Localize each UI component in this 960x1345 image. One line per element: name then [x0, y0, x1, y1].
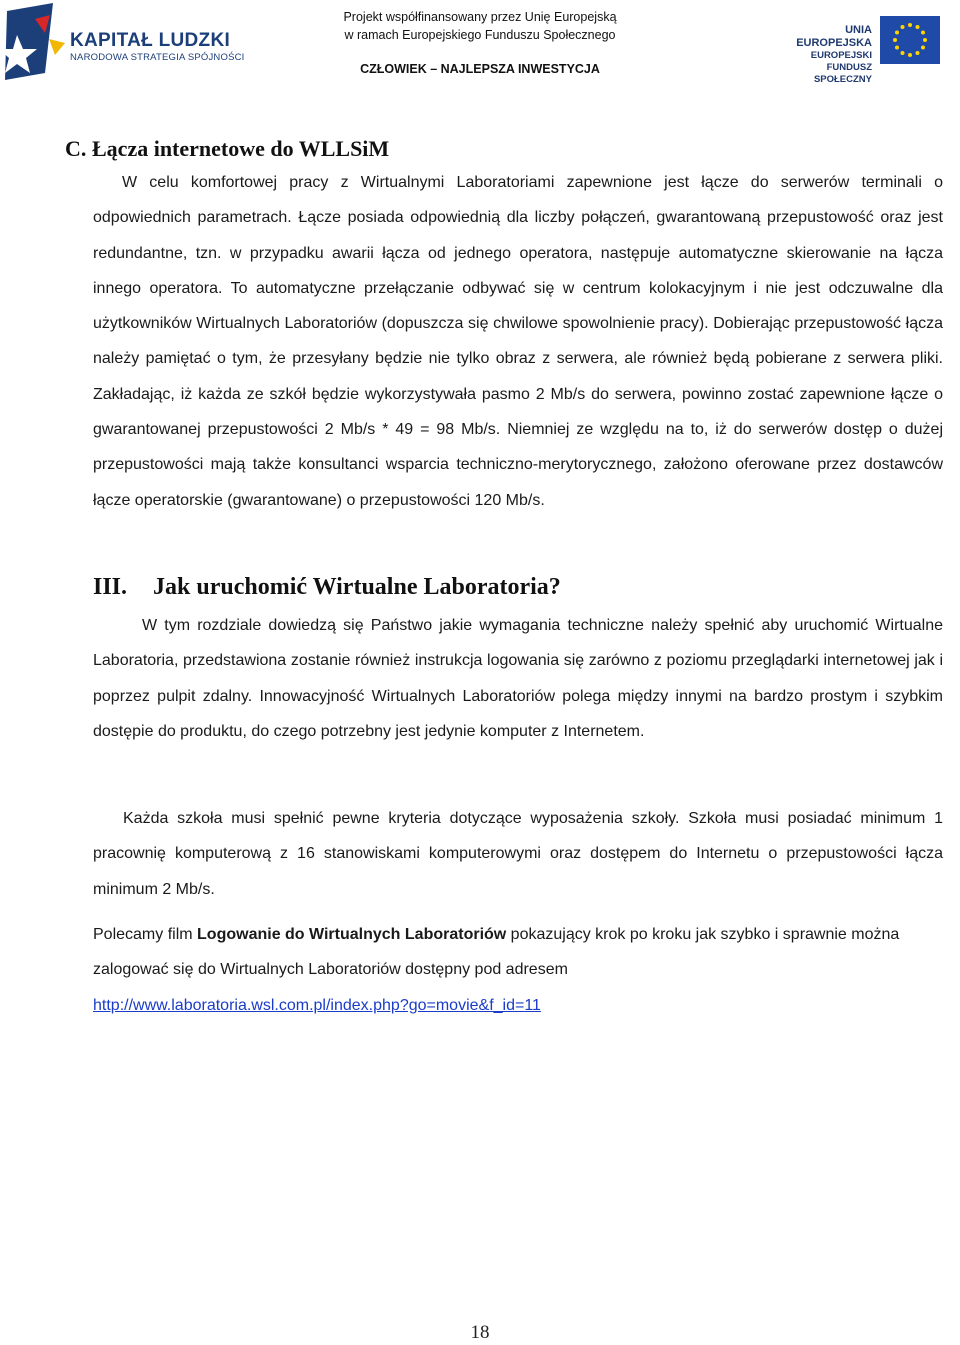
eu-line-1: UNIA EUROPEJSKA [796, 24, 872, 49]
eu-line-2: EUROPEJSKI [810, 50, 872, 61]
eu-star [895, 46, 899, 50]
eu-star [921, 31, 925, 35]
section-3-paragraph-1 [93, 608, 943, 749]
film-title: Logowanie do Wirtualnych Laboratoriów [197, 926, 507, 943]
eu-line-3: FUNDUSZ SPOŁECZNY [813, 62, 872, 85]
section-3-title: Jak uruchomić Wirtualne Laboratoria? [153, 574, 561, 600]
section-3-number: III. [93, 574, 128, 600]
section-3-text-3 [93, 917, 943, 988]
eu-star [916, 51, 920, 55]
eu-star [908, 23, 912, 27]
kapital-ludzki-logo [5, 3, 65, 80]
section-3-heading [93, 574, 561, 601]
eu-flag-icon [880, 16, 940, 64]
eu-star [921, 46, 925, 50]
section-3-text-1: W tym rozdziale dowiedzą się Państwo jakie wymagania techniczne należy spełnić aby uruchomić Wirtualne Laboratoria, przedstawiona zostanie również instrukcja logowania się zarówno z poziomu przeglądarki internetowej jak i poprzez pulpit zdalny. Innowacyjność Wirtualnych Laboratoriów polega między innymi na bardzo prostym i szybkim dostępie do produktu, do czego potrzebny jest jedynie komputer z Internetem. [93, 617, 943, 740]
movie-link[interactable]: http://www.laboratoria.wsl.com.pl/index.php?go=movie&f_id=11 [93, 996, 541, 1014]
eu-star [916, 25, 920, 29]
eu-star [895, 31, 899, 35]
eu-fund-text [770, 24, 872, 86]
eu-star [901, 25, 905, 29]
section-3-text-2: Każda szkoła musi spełnić pewne kryteria dotyczące wyposażenia szkoły. Szkoła musi posiadać minimum 1 pracownię komputerową z 16 stanowiskami komputerowymi oraz dostępem do Internetu o przepustowości łącza minimum 2 Mb/s. [93, 810, 943, 898]
eu-star [893, 38, 897, 42]
cofinancing-line-1: Projekt współfinansowany przez Unię Europejską [343, 10, 617, 24]
section-c-title: Łącza internetowe do WLLSiM [92, 136, 390, 161]
eu-star [923, 38, 927, 42]
cofinancing-note [340, 8, 620, 44]
section-c-text: W celu komfortowej pracy z Wirtualnymi Laboratoriami zapewnione jest łącze do serwerów terminali o odpowiednich parametrach. Łącze posiada odpowiednią dla liczby połączeń, gwarantowaną przepustowość oraz jest redundantne, tzn. w przypadku awarii łącza od jednego operatora, następuje automatyczne skierowanie na łącza innego operatora. To automatyczne przełączanie odbywać się w centrum kolokacyjnym i nie jest odczuwalne dla użytkowników Wirtualnych Laboratoriów (dopuszcza się chwilowe spowolnienie pracy). Dobierając przepustowość łącza należy pamiętać o tym, że przesyłany będzie nie tylko obraz z serwera, ale również będą pobierane z serwera pliki. Zakładając, iż każda ze szkół będzie wykorzystywała pasmo 2 Mb/s do serwera, powinno zostać zapewnione łącze o gwarantowanej przepustowości 2 Mb/s * 49 = 98 Mb/s. Niemniej ze względu na to, iż do serwerów dostęp o dużej przepustowości mają także konsultanci wsparcia techniczno-merytorycznego, założono oferowane przez dostawców łącze operatorskie (gwarantowane) o przepustowości 120 Mb/s. [93, 174, 943, 509]
eu-star [901, 51, 905, 55]
section-3-paragraph-2 [93, 801, 943, 907]
header-slogan: CZŁOWIEK – NAJLEPSZA INWESTYCJA [360, 62, 600, 76]
eu-star [908, 53, 912, 57]
section-c-heading [65, 136, 389, 162]
page-header [0, 0, 960, 90]
film-description: pokazujący krok po kroku jak szybko i sprawnie można zalogować się do Wirtualnych Laboratoriów dostępny pod adresem [93, 926, 900, 979]
page-number: 18 [470, 1322, 490, 1343]
kapital-ludzki-title: KAPITAŁ LUDZKI [70, 30, 231, 51]
cofinancing-line-2: w ramach Europejskiego Funduszu Społecznego [344, 28, 616, 42]
kapital-ludzki-text [70, 30, 245, 64]
section-c-paragraph [93, 165, 943, 518]
film-intro: Polecamy film [93, 926, 198, 943]
section-3-paragraph-3 [93, 917, 943, 1023]
kapital-ludzki-subtitle: NARODOWA STRATEGIA SPÓJNOŚCI [70, 52, 245, 63]
section-c-number: C. [65, 136, 87, 161]
